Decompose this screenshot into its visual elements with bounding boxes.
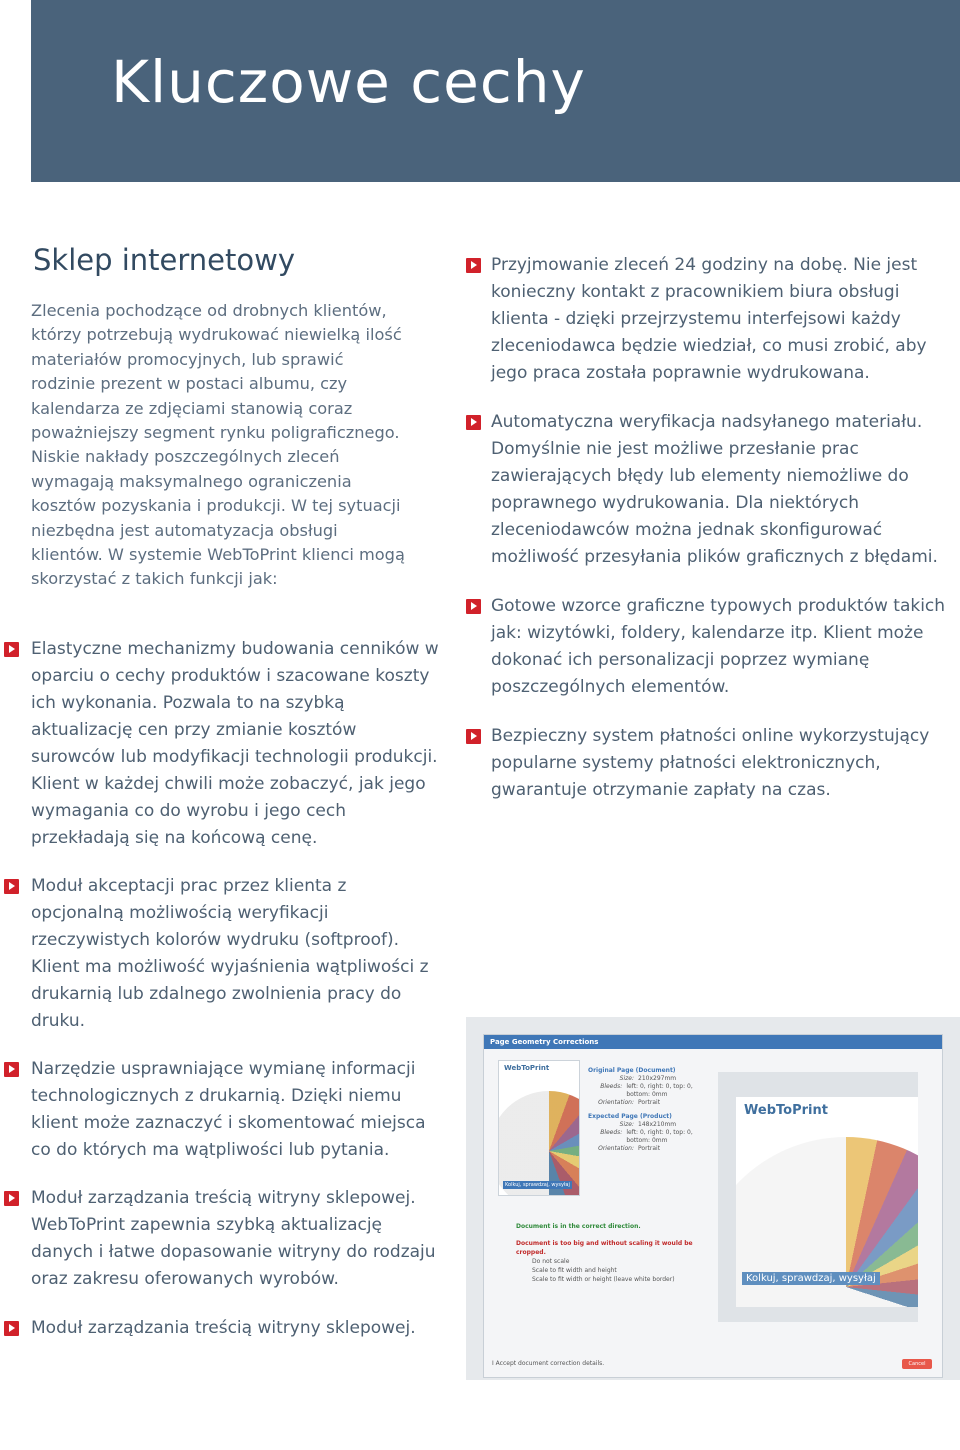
list-item	[0, 1056, 440, 1164]
document-thumbnail	[498, 1060, 580, 1196]
page-title: Kluczowe cechy	[111, 48, 586, 116]
list-item-text: Gotowe wzorce graficzne typowych produktów takich jak: wizytówki, foldery, kalendarze itp. Klient może dokonać ich personalizacji poprzez wymianę poszczególnych elementów.	[491, 596, 946, 697]
option-fit-width-or-height[interactable]: Scale to fit width or height (leave white border)	[532, 1276, 675, 1283]
bullet-arrow-icon	[4, 642, 19, 657]
preview-slogan: Kolkuj, sprawdzaj, wysyłaj	[742, 1272, 880, 1285]
option-fit-width-height[interactable]: Scale to fit width and height	[532, 1267, 617, 1274]
correction-options	[516, 1222, 716, 1284]
original-size: 210x297mm	[638, 1075, 677, 1082]
cancel-button[interactable]: Cancel	[902, 1359, 932, 1369]
list-item-text: Bezpieczny system płatności online wykorzystujący popularne systemy płatności elektronicznych, gwarantuje otrzymanie zapłaty na czas.	[491, 726, 930, 800]
list-item	[461, 593, 960, 701]
webtoprint-logo: WebToPrint	[504, 1064, 550, 1072]
original-bleeds: left: 0, right: 0, top: 0, bottom: 0mm	[626, 1083, 693, 1098]
expected-size: 148x210mm	[638, 1121, 677, 1128]
product-screenshot	[466, 1017, 960, 1380]
bullet-arrow-icon	[4, 1191, 19, 1206]
dialog-title: Page Geometry Corrections	[484, 1035, 942, 1049]
bullet-arrow-icon	[466, 599, 481, 614]
left-feature-list	[0, 636, 440, 1342]
expected-bleeds: left: 0, right: 0, top: 0, bottom: 0mm	[626, 1129, 693, 1144]
list-item	[461, 723, 960, 804]
list-item-text: Elastyczne mechanizmy budowania cenników w oparciu o cechy produktów i szacowane koszty ich wykonania. Pozwala to na szybką aktualizację cen przy zmianie kosztów surowców lub modyfikacji technologii produkcji. Klient w każdej chwili może zobaczyć, jak jego wymagania co do wyrobu i jego cech przekładają się na końcową cenę.	[31, 639, 439, 848]
bullet-arrow-icon	[4, 1321, 19, 1336]
option-do-not-scale[interactable]: Do not scale	[532, 1258, 570, 1265]
list-item-text: Moduł akceptacji prac przez klienta z opcjonalną możliwością weryfikacji rzeczywistych kolorów wydruku (softproof). Klient ma możliwość wyjaśnienia wątpliwości z drukarnią lub zdalnego zwolnienia pracy do druku.	[31, 876, 429, 1031]
bullet-arrow-icon	[4, 1062, 19, 1077]
bullet-arrow-icon	[466, 729, 481, 744]
list-item	[0, 873, 440, 1035]
list-item-text: Moduł zarządzania treścią witryny sklepowej.	[31, 1318, 416, 1338]
bullet-arrow-icon	[4, 879, 19, 894]
section-title: Sklep internetowy	[33, 243, 296, 277]
bullet-arrow-icon	[466, 415, 481, 430]
page-preview	[718, 1072, 918, 1322]
list-item-text: Moduł zarządzania treścią witryny sklepowej. WebToPrint zapewnia szybką aktualizację danych i łatwe dopasowanie witryny do rodzaju oraz zakresu oferowanych wyrobów.	[31, 1188, 436, 1289]
thumb-caption: Kolkuj, sprawdzaj, wysyłaj	[505, 1182, 570, 1188]
original-orientation: Portrait	[638, 1099, 661, 1106]
list-item	[461, 252, 960, 387]
accept-checkbox[interactable]: I Accept document correction details.	[492, 1360, 605, 1367]
status-warning: Document is too big and without scaling it would be cropped.	[516, 1240, 693, 1256]
page-geometry-dialog	[483, 1034, 943, 1378]
list-item-text: Narzędzie usprawniające wymianę informacji technologicznych z drukarnią. Dzięki niemu klient może zaznaczyć i skomentować miejsca co do których ma wątpliwości lub pytania.	[31, 1059, 426, 1160]
list-item	[0, 1185, 440, 1293]
intro-paragraph: Zlecenia pochodzące od drobnych klientów, którzy potrzebują wydrukować niewielką ilość materiałów promocyjnych, lub sprawić rodzinie prezent w postaci albumu, czy kalendarza ze zdjęciami stanowią coraz poważniejszy segment rynku poligraficznego. Niskie nakłady poszczególnych zleceń wymagają maksymalnego ograniczenia kosztów pozyskania i produkcji. W tej sytuacji niezbędna jest automatyzacja obsługi klientów. W systemie WebToPrint klienci mogą skorzystać z takich funkcji jak:	[31, 301, 405, 589]
status-ok: Document is in the correct direction.	[516, 1223, 641, 1230]
expected-page-heading: Expected Page (Product)	[588, 1113, 672, 1120]
header-banner	[31, 0, 960, 182]
list-item	[461, 409, 960, 571]
list-item	[0, 1315, 440, 1342]
original-page-heading: Original Page (Document)	[588, 1067, 676, 1074]
bullet-arrow-icon	[466, 258, 481, 273]
list-item-text: Automatyczna weryfikacja nadsyłanego materiału. Domyślnie nie jest możliwe przesłanie prac zawierających błędy lub elementy niemożliwe do poprawnego wydrukowania. Dla niektórych zleceniodawców można jednak skonfigurować możliwość przesyłania plików graficznych z błędami.	[491, 412, 938, 567]
webtoprint-logo: WebToPrint	[744, 1103, 828, 1118]
list-item	[0, 636, 440, 852]
list-item-text: Przyjmowanie zleceń 24 godziny na dobę. Nie jest konieczny kontakt z pracownikiem biura obsługi klienta - dzięki przejrzystemu interfejsowi każdy zleceniodawca będzie wiedział, co musi zrobić, aby jego praca została poprawnie wydrukowana.	[491, 255, 927, 383]
expected-orientation: Portrait	[638, 1145, 661, 1152]
right-feature-list	[461, 252, 960, 804]
page-info: Original Page (Document) Size: 210x297mm Bleeds: left: 0, right: 0, top: 0, bottom: 0mm Orientation: Portrait Expected Page (Product) Size: 148x210mm Bleeds: left: 0, right: 0, top: 0, bottom: 0mm Orientation: Portrait	[588, 1067, 708, 1153]
